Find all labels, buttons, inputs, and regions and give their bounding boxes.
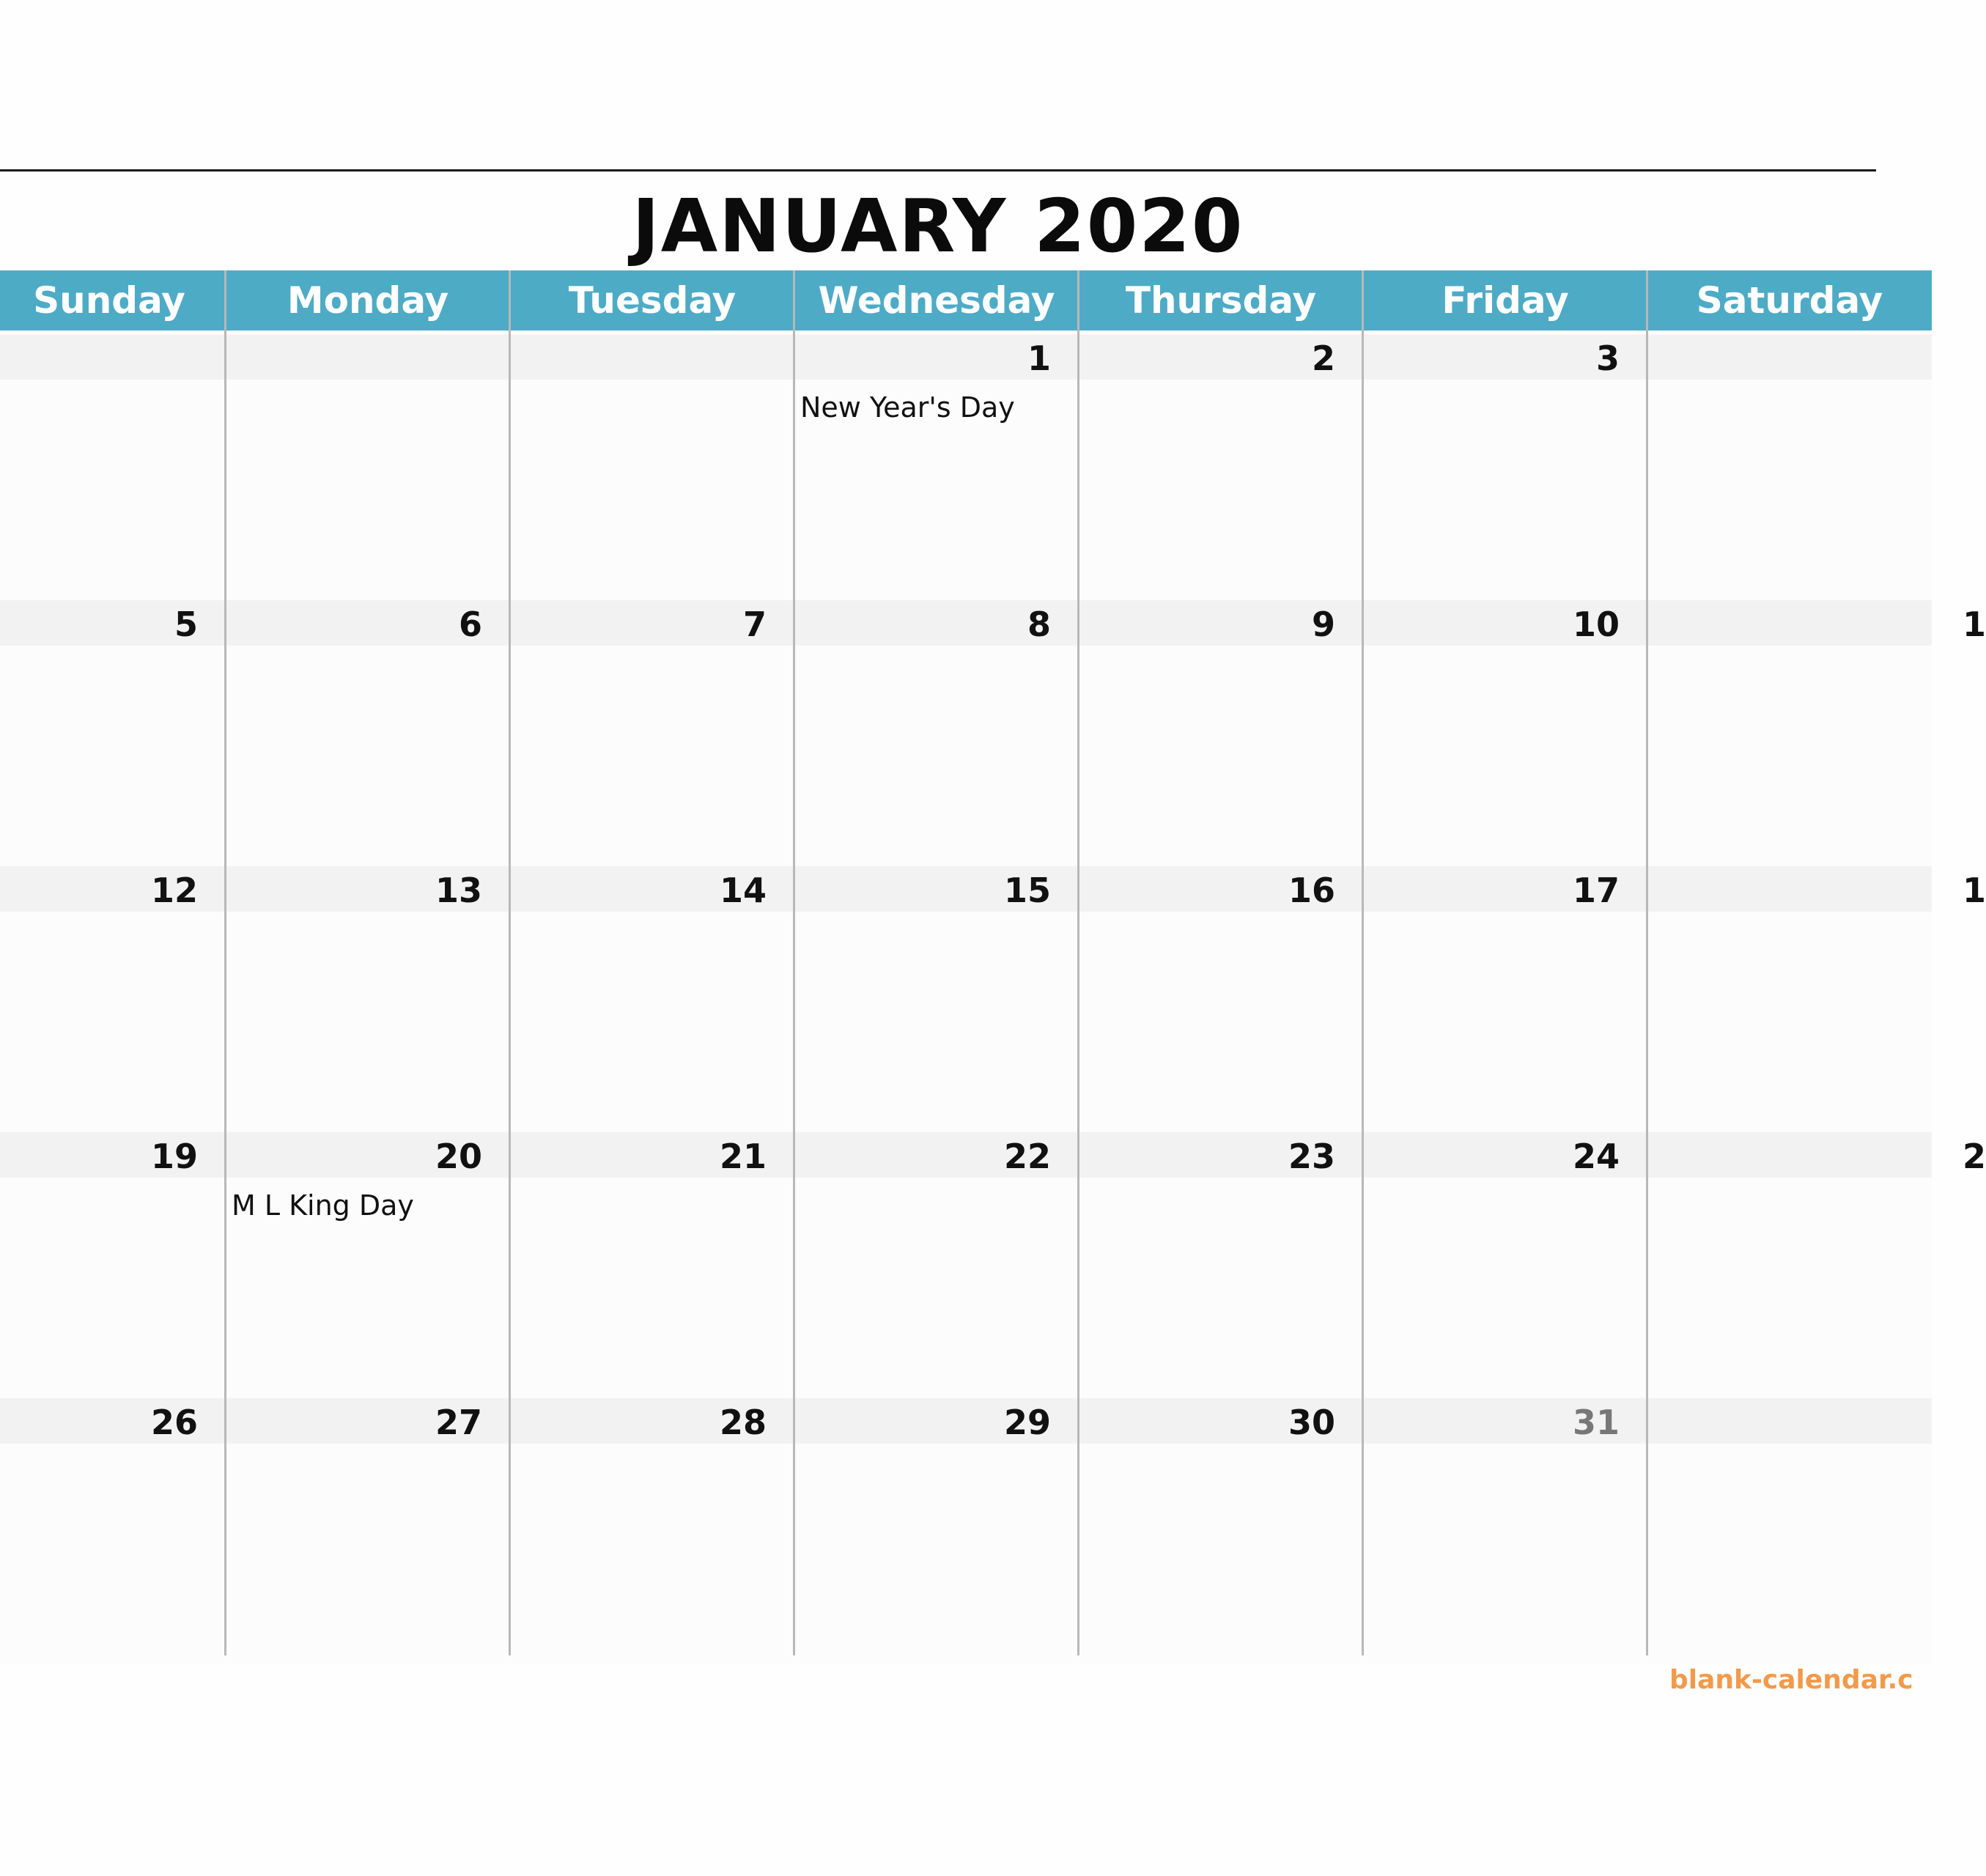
day-cell <box>794 1398 1079 1664</box>
day-number-band <box>1647 334 1932 380</box>
day-number: 10 <box>1572 605 1620 644</box>
day-cell <box>794 1132 1079 1398</box>
week-row <box>0 1398 1876 1664</box>
day-number: 31 <box>1572 1403 1620 1442</box>
column-divider <box>793 270 795 1655</box>
day-cell <box>1363 1132 1647 1398</box>
day-number: 8 <box>1027 605 1051 644</box>
day-number-band <box>1647 1398 1932 1444</box>
day-cell <box>794 334 1079 600</box>
day-cell <box>0 866 226 1132</box>
day-number-band <box>1647 600 1932 646</box>
column-divider <box>224 270 226 1655</box>
calendar <box>0 169 1986 1658</box>
day-cell <box>510 600 794 866</box>
day-cell <box>794 600 1079 866</box>
day-number: 5 <box>174 605 198 644</box>
day-number: 22 <box>1003 1137 1051 1176</box>
day-number: 1 <box>1963 871 1986 910</box>
day-cell <box>1647 1398 1932 1664</box>
day-cell <box>510 1132 794 1398</box>
day-cell <box>0 334 226 600</box>
day-number: 27 <box>435 1403 482 1442</box>
day-number: 13 <box>435 871 482 910</box>
weekday-header-sunday: Sunday <box>0 270 226 330</box>
day-cell <box>0 1398 226 1664</box>
day-number: 28 <box>719 1403 767 1442</box>
weekday-header-row <box>0 270 1883 330</box>
day-cell <box>0 600 226 866</box>
day-number: 17 <box>1572 871 1620 910</box>
day-cell <box>1647 866 1986 1132</box>
day-cell <box>1363 1398 1647 1664</box>
week-row <box>0 866 1986 1132</box>
weekday-header-thursday: Thursday <box>1079 270 1363 330</box>
day-number: 14 <box>719 871 767 910</box>
day-cell <box>794 866 1079 1132</box>
day-cell <box>1363 600 1647 866</box>
day-number: 7 <box>742 605 767 644</box>
day-cell <box>1079 1132 1363 1398</box>
day-number: 21 <box>719 1137 767 1176</box>
day-cell <box>510 334 794 600</box>
day-cell <box>1647 1132 1986 1398</box>
day-cell <box>1079 866 1363 1132</box>
day-cell <box>226 1132 510 1398</box>
day-number: 9 <box>1311 605 1335 644</box>
day-number-band <box>510 334 794 380</box>
day-number: 23 <box>1288 1137 1335 1176</box>
day-cell <box>1363 866 1647 1132</box>
day-cell <box>1079 334 1363 600</box>
weekday-header-friday: Friday <box>1363 270 1647 330</box>
day-number: 26 <box>150 1403 198 1442</box>
day-number: 6 <box>458 605 482 644</box>
day-number: 16 <box>1288 871 1335 910</box>
day-number: 24 <box>1572 1137 1620 1176</box>
calendar-title: JANUARY 2020 <box>632 183 1244 269</box>
day-cell <box>1647 600 1986 866</box>
day-number: 29 <box>1003 1403 1051 1442</box>
day-event: M L King Day <box>232 1189 414 1222</box>
day-number-band <box>1647 1132 1932 1178</box>
day-number: 20 <box>435 1137 482 1176</box>
column-divider <box>1362 270 1364 1655</box>
day-cell <box>510 866 794 1132</box>
week-row <box>0 334 1876 600</box>
day-cell <box>226 600 510 866</box>
day-cell <box>226 866 510 1132</box>
day-cell <box>510 1398 794 1664</box>
weekday-header-saturday: Saturday <box>1647 270 1932 330</box>
day-cell <box>226 334 510 600</box>
day-number: 2 <box>1311 339 1335 378</box>
day-cell <box>1079 1398 1363 1664</box>
weekday-header-tuesday: Tuesday <box>510 270 794 330</box>
day-number-band <box>0 334 226 380</box>
day-number-band <box>226 334 510 380</box>
day-number-band <box>1647 866 1932 912</box>
column-divider <box>1077 270 1079 1655</box>
day-number: 30 <box>1288 1403 1335 1442</box>
day-cell <box>1363 334 1647 600</box>
week-row <box>0 1132 1986 1398</box>
day-number: 1 <box>1963 605 1986 644</box>
day-event: New Year's Day <box>800 391 1015 424</box>
day-cell <box>1647 334 1932 600</box>
day-cell <box>0 1132 226 1398</box>
day-number: 15 <box>1003 871 1051 910</box>
week-row <box>0 600 1986 866</box>
day-number: 3 <box>1595 339 1620 378</box>
weekday-header-wednesday: Wednesday <box>794 270 1079 330</box>
day-number: 19 <box>150 1137 198 1176</box>
footer-brand: blank-calendar.c <box>1669 1665 1913 1695</box>
day-number: 2 <box>1963 1137 1986 1176</box>
day-cell <box>226 1398 510 1664</box>
day-number: 1 <box>1027 339 1051 378</box>
day-number: 12 <box>150 871 198 910</box>
weekday-header-monday: Monday <box>226 270 510 330</box>
day-cell <box>1079 600 1363 866</box>
column-divider <box>509 270 511 1655</box>
column-divider <box>1646 270 1648 1655</box>
